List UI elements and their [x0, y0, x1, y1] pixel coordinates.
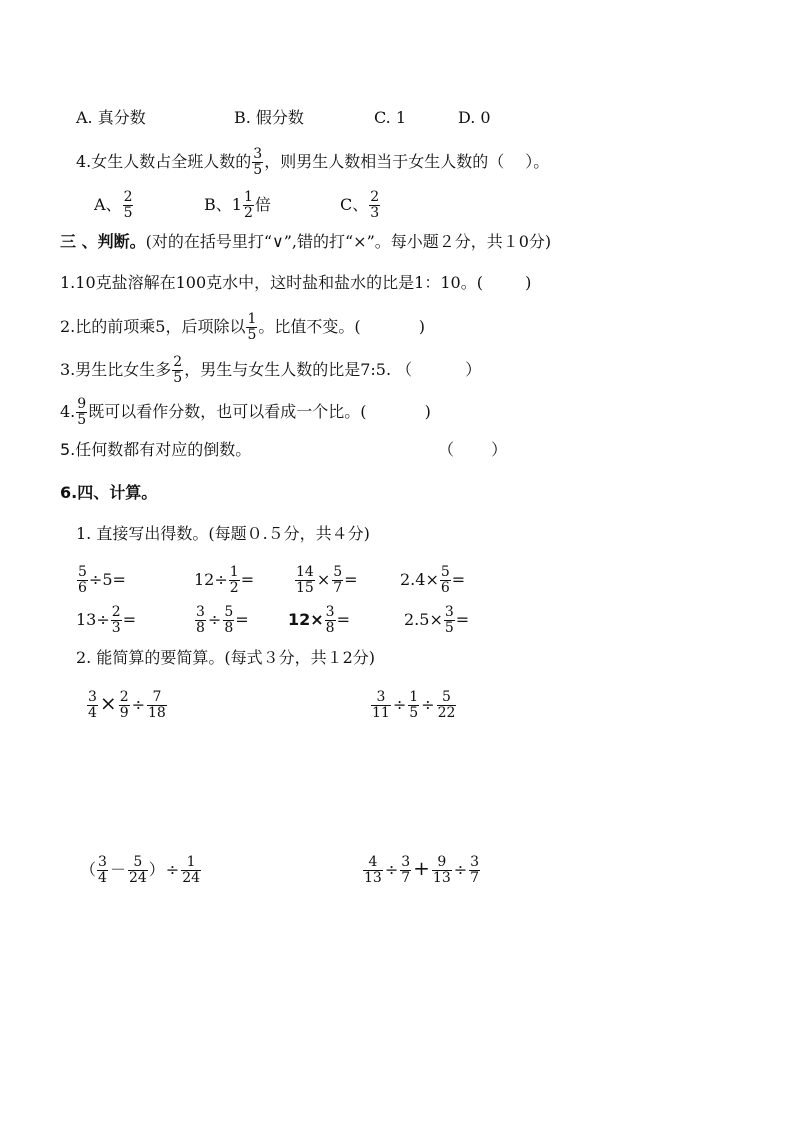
q4-option-c: C、 $\frac{2}{3}$	[340, 189, 380, 221]
calc-r2-4: 2.5× $\frac{3}{5}$ =	[404, 604, 470, 636]
expr-1: $\frac{3}{4}$ × $\frac{2}{9}$ ÷ $\frac{7}{18}$	[88, 689, 166, 721]
option-b: B. 假分数	[234, 108, 304, 127]
judge-q5-paren: （ ）	[438, 440, 508, 459]
expr-3: （ $\frac{3}{4}$ － $\frac{5}{24}$ ）÷ $\frac{1}{24}$	[80, 854, 201, 886]
option-d: D. 0	[458, 108, 491, 127]
q4-prefix: 4.女生人数占全班人数的	[76, 152, 252, 171]
calc-sub2: 2. 能简算的要简算。(每式３分，共１2分)	[76, 648, 376, 667]
option-c: C. 1	[374, 108, 407, 127]
section3-instruction: (对的在括号里打“∨”,错的打“×”。每小题２分，共１0分)	[145, 232, 552, 251]
section3-heading: 三 、判断。	[60, 232, 146, 251]
section4-heading: 6.四、计算。	[60, 483, 158, 502]
q4-fraction: $\frac{3}{5}$	[253, 146, 263, 178]
expr-4: $\frac{4}{13}$ ÷ $\frac{3}{7}$ + $\frac{9}{13}$ ÷ $\frac{3}{7}$	[364, 854, 480, 886]
calc-r1-4: 2.4× $\frac{5}{6}$ =	[400, 564, 466, 596]
calc-r1-3: $\frac{14}{15}$ × $\frac{5}{7}$ =	[296, 564, 358, 596]
judge-q1: 1.10克盐溶解在100克水中，这时盐和盐水的比是1：10。( )	[60, 273, 532, 292]
judge-q2: 2.比的前项乘5，后项除以 $\frac{1}{5}$ 。比值不变。( )	[60, 311, 426, 343]
question-4	[76, 147, 549, 178]
calc-r2-2: $\frac{3}{8}$ ÷ $\frac{5}{8}$ =	[196, 604, 249, 636]
calc-r1-1: $\frac{5}{6}$ ÷5=	[78, 564, 126, 596]
calc-sub1: 1. 直接写出得数。(每题０.５分，共４分)	[76, 524, 370, 543]
judge-q5: 5.任何数都有对应的倒数。	[60, 440, 252, 459]
q4-suffix: ，则男生人数相当于女生人数的（ ）。	[264, 152, 550, 171]
expr-2: $\frac{3}{11}$ ÷ $\frac{1}{5}$ ÷ $\frac{5}{22}$	[372, 689, 456, 721]
judge-q3: 3.男生比女生多 $\frac{2}{5}$ ，男生与女生人数的比是7:5. （ ）	[60, 354, 482, 386]
option-a: A. 真分数	[76, 108, 146, 127]
q4-option-b: B、1 $\frac{1}{2}$ 倍	[204, 189, 271, 221]
q4-option-a: A、 $\frac{2}{5}$	[94, 189, 133, 221]
calc-r1-2: 12÷ $\frac{1}{2}$ =	[194, 564, 255, 596]
calc-r2-1: 13÷ $\frac{2}{3}$ =	[76, 604, 137, 636]
calc-r2-3: 12× $\frac{3}{8}$ =	[288, 604, 350, 636]
section3-heading-line	[60, 232, 551, 252]
judge-q4: 4. $\frac{9}{5}$ 既可以看作分数，也可以看成一个比。( )	[60, 396, 431, 428]
